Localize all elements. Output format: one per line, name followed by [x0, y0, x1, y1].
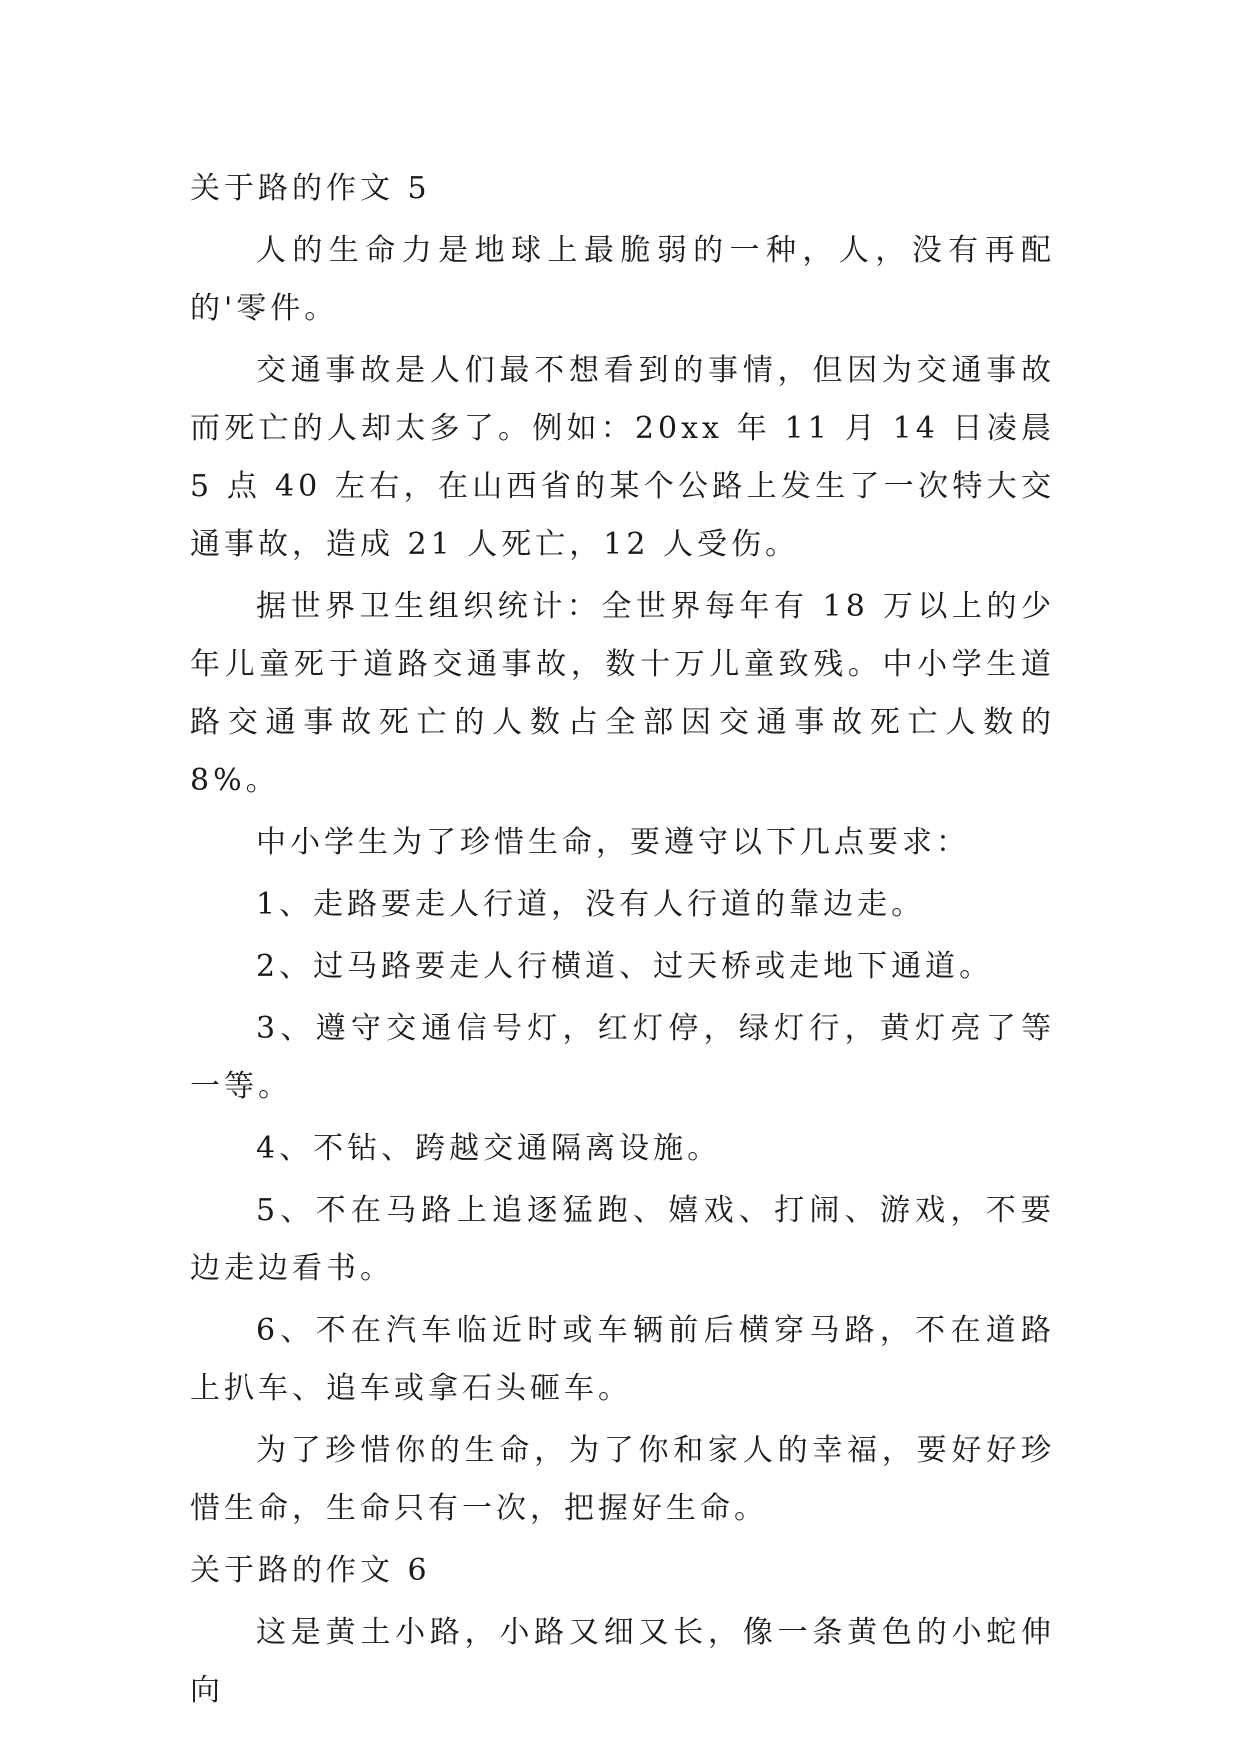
essay-5-title: 关于路的作文 5	[190, 171, 431, 206]
essay-6-title: 关于路的作文 6	[190, 1553, 431, 1588]
essay-5-rule-4: 4、不钻、跨越交通隔离设施。	[256, 1131, 722, 1166]
essay-5-rule-5: 5、不在马路上追逐猛跑、嬉戏、打闹、游戏，不要边走边看书。	[190, 1193, 1055, 1286]
essay-5-paragraph-2: 交通事故是人们最不想看到的事情，但因为交通事故而死亡的人却太多了。例如：20xx 年 11 月 14 日凌晨 5 点 40 左右，在山西省的某个公路上发生了一次特大交通事故，造成 21 人死亡，12 人受伤。	[190, 353, 1055, 562]
essay-5-paragraph-3: 据世界卫生组织统计：全世界每年有 18 万以上的少年儿童死于道路交通事故，数十万儿童致残。中小学生道路交通事故死亡的人数占全部因交通事故死亡人数的 8%。	[190, 589, 1055, 798]
essay-5-paragraph-1: 人的生命力是地球上最脆弱的一种，人，没有再配的'零件。	[190, 233, 1055, 326]
essay-5-closing: 为了珍惜你的生命，为了你和家人的幸福，要好好珍惜生命，生命只有一次，把握好生命。	[190, 1433, 1055, 1526]
essay-5-rule-1: 1、走路要走人行道，没有人行道的靠边走。	[256, 887, 926, 922]
document-page	[190, 160, 1055, 1724]
essay-5-rule-6: 6、不在汽车临近时或车辆前后横穿马路，不在道路上扒车、追车或拿石头砸车。	[190, 1313, 1055, 1406]
essay-5-rule-3: 3、遵守交通信号灯，红灯停，绿灯行，黄灯亮了等一等。	[190, 1011, 1055, 1104]
essay-5-paragraph-4: 中小学生为了珍惜生命，要遵守以下几点要求：	[256, 825, 970, 860]
essay-6-paragraph-1: 这是黄土小路，小路又细又长，像一条黄色的小蛇伸向	[190, 1615, 1055, 1708]
essay-5-rule-2: 2、过马路要走人行横道、过天桥或走地下通道。	[256, 949, 994, 984]
